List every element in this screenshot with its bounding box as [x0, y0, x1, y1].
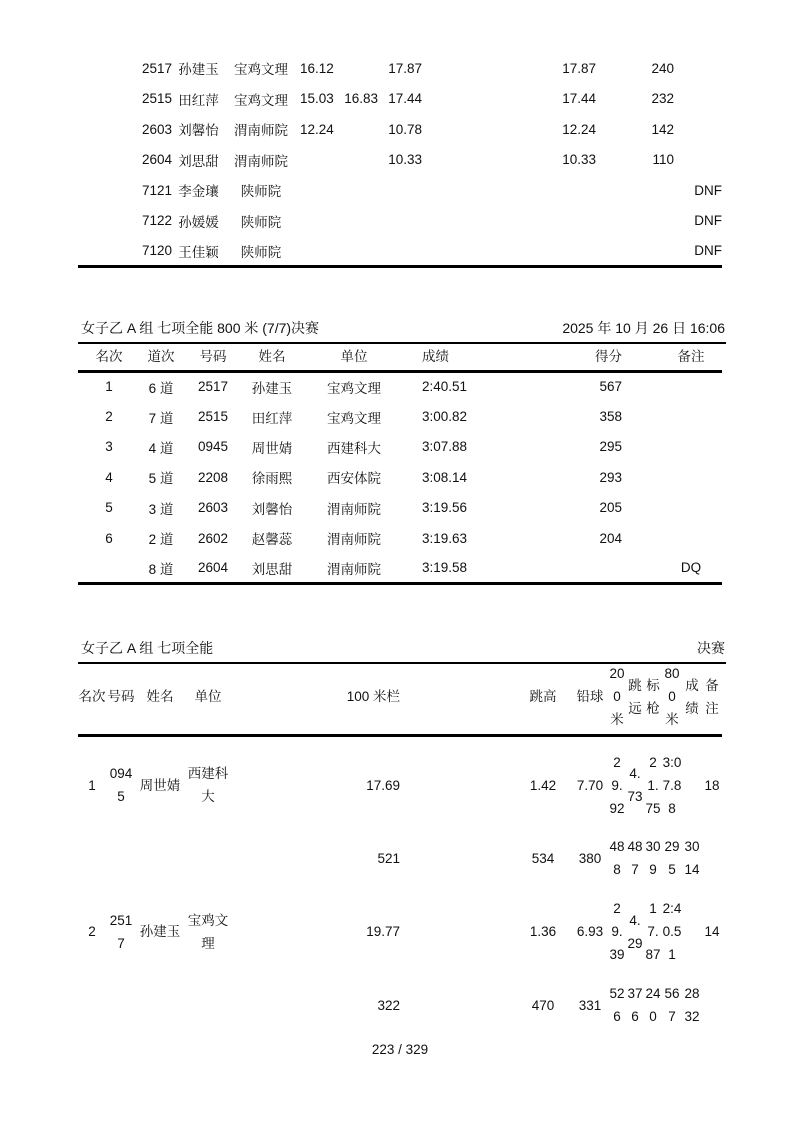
- cell-bib: 2517: [197, 379, 229, 395]
- cell-attempt-2: [342, 236, 380, 267]
- cell-bib: 7121: [141, 182, 172, 198]
- cell-attempt-1: [300, 236, 342, 267]
- cell-attempt-2: [342, 114, 380, 145]
- cell-long-jump-mark: 4.29: [627, 912, 643, 951]
- cell-bib: 2515: [197, 409, 229, 425]
- cell-javelin-points: 240: [645, 986, 661, 1024]
- round-label: 决赛: [697, 640, 725, 656]
- athlete-marks-row: [78, 882, 722, 981]
- cell-bib: 2515: [141, 91, 172, 107]
- cell-attempt-3: 17.44: [388, 91, 422, 107]
- cell-points: 232: [651, 91, 674, 107]
- cell-team: [184, 834, 232, 882]
- header-result: 成绩: [408, 340, 520, 371]
- cell-team: 宝鸡文理: [234, 92, 288, 108]
- cell-name: 周世婧: [139, 777, 181, 793]
- cell-long-jump-points: 376: [627, 986, 643, 1024]
- cell-name: 刘馨怡: [251, 501, 293, 517]
- header-remark: 备注: [702, 660, 722, 735]
- cell-remark: DNF: [694, 182, 722, 198]
- cell-points: [596, 206, 676, 237]
- cell-bib: 0945: [109, 766, 133, 805]
- cell-long-jump-mark: 4.73: [627, 766, 643, 805]
- cell-100m-hurdles-mark: 19.77: [366, 924, 400, 939]
- cell-attempt-1: 16.12: [300, 60, 334, 76]
- cell-800m-mark: 3:07.88: [662, 754, 682, 816]
- header-name: 姓名: [136, 660, 184, 735]
- header-100m-hurdles: 100 米栏: [232, 660, 514, 735]
- cell-rank: 5: [105, 500, 113, 516]
- cell-result: [424, 175, 596, 206]
- cell-attempt-3: [380, 206, 424, 237]
- cell-lane: 3 道: [148, 501, 174, 517]
- cell-bib: 7122: [141, 213, 172, 229]
- cell-bib: 2604: [197, 560, 229, 576]
- cell-remark: [676, 53, 722, 84]
- cell-remark: DNF: [694, 213, 722, 229]
- cell-name: 周世婧: [251, 440, 293, 456]
- cell-rank: 3: [105, 439, 113, 455]
- cell-points: 204: [599, 530, 622, 546]
- cell-team: 西建科大: [187, 766, 229, 805]
- cell-team: 渭南师院: [327, 532, 381, 548]
- cell-100m-hurdles-mark: 17.69: [366, 777, 400, 793]
- cell-javelin-mark: 21.75: [645, 754, 661, 816]
- cell-name: 赵馨蕊: [251, 532, 293, 548]
- cell-attempt-1: [300, 145, 342, 176]
- cell-points: 295: [599, 439, 622, 455]
- cell-name: 刘思甜: [178, 153, 219, 169]
- cell-attempt-3: 10.78: [388, 121, 422, 137]
- cell-name: [136, 981, 184, 1029]
- cell-200m-points: 526: [609, 986, 625, 1024]
- cell-rank: 1: [105, 379, 113, 395]
- header-shot-put: 铅球: [572, 660, 608, 735]
- result-row: [78, 493, 722, 523]
- cell-team: 陕师院: [240, 244, 282, 260]
- cell-name: [136, 834, 184, 882]
- cell-points: 293: [599, 469, 622, 485]
- cell-lane: 7 道: [148, 410, 174, 426]
- cell-bib: 2602: [197, 530, 229, 546]
- cell-remark: [702, 981, 722, 1029]
- header-high-jump: 跳高: [514, 660, 572, 735]
- cell-rank: 2: [105, 409, 113, 425]
- cell-remark: 14: [704, 924, 720, 939]
- race-800m-results-table: [78, 340, 722, 585]
- cell-remark: [702, 834, 722, 882]
- cell-long-jump-points: 487: [627, 839, 643, 877]
- cell-bib: 2517: [109, 912, 133, 951]
- header-team: 单位: [184, 660, 232, 735]
- cell-points: [596, 236, 676, 267]
- cell-result: 10.33: [562, 152, 596, 168]
- cell-bib: 0945: [197, 439, 229, 455]
- header-bib: 号码: [182, 340, 244, 371]
- header-total: 成绩: [682, 660, 702, 735]
- header-200m: 200米: [608, 660, 626, 735]
- header-rank: 名次: [78, 340, 140, 371]
- header-javelin: 标枪: [644, 660, 662, 735]
- cell-high-jump-mark: 1.42: [529, 777, 557, 793]
- header-bib: 号码: [106, 660, 136, 735]
- cell-remark: [676, 145, 722, 176]
- cell-team: 宝鸡文理: [327, 410, 381, 426]
- header-long-jump: 跳远: [626, 660, 644, 735]
- cell-attempt-3: 10.33: [388, 152, 422, 168]
- cell-attempt-1: [300, 206, 342, 237]
- cell-remark: [660, 493, 722, 523]
- cell-total: [682, 735, 702, 834]
- cell-remark: [660, 401, 722, 431]
- cell-result: 12.24: [562, 121, 596, 137]
- cell-name: 孙建玉: [139, 924, 181, 939]
- cell-bib: 2603: [197, 500, 229, 516]
- page-number: 223 / 329: [371, 1042, 429, 1057]
- cell-remark: [660, 371, 722, 401]
- javelin-results-continuation-table: [78, 53, 722, 268]
- athlete-row: [78, 236, 722, 267]
- result-row: [78, 523, 722, 553]
- cell-team: 渭南师院: [327, 501, 381, 517]
- cell-javelin-mark: 17.87: [645, 901, 661, 962]
- header-remark: 备注: [660, 340, 722, 371]
- cell-bib: 2517: [141, 60, 172, 76]
- cell-rank: [78, 981, 106, 1029]
- cell-bib: [106, 981, 136, 1029]
- cell-team: 渭南师院: [234, 123, 288, 139]
- cell-javelin-points: 309: [645, 839, 661, 877]
- cell-rank: [78, 834, 106, 882]
- athlete-row: [78, 145, 722, 176]
- cell-lane: 4 道: [148, 440, 174, 456]
- athlete-points-row: [78, 981, 722, 1029]
- cell-attempt-1: 15.03: [300, 91, 334, 107]
- cell-points: 205: [599, 500, 622, 516]
- heptathlon-results-table: [78, 660, 722, 1029]
- result-row: [78, 462, 722, 492]
- cell-100m-hurdles-points: 322: [377, 997, 400, 1013]
- cell-attempt-2: [342, 206, 380, 237]
- cell-rank: 2: [88, 924, 96, 939]
- cell-attempt-3: 17.87: [388, 60, 422, 76]
- cell-name: 田红萍: [251, 410, 293, 426]
- header-name: 姓名: [244, 340, 300, 371]
- cell-lane: 5 道: [148, 471, 174, 487]
- cell-remark: [660, 462, 722, 492]
- cell-high-jump-mark: 1.36: [529, 924, 557, 939]
- cell-800m-points: 567: [664, 986, 680, 1024]
- cell-remark: DNF: [694, 243, 722, 258]
- cell-name: 王佳颖: [178, 244, 219, 260]
- result-row: [78, 553, 722, 583]
- cell-name: 孙建玉: [251, 380, 293, 396]
- cell-800m-mark: 2:40.51: [662, 901, 682, 962]
- cell-name: 李金瓖: [178, 184, 219, 200]
- cell-attempt-2: [342, 53, 380, 84]
- cell-bib: 2604: [141, 152, 172, 168]
- cell-result: 3:07.88: [422, 439, 468, 455]
- cell-remark: [676, 84, 722, 115]
- cell-points: 110: [652, 152, 674, 168]
- cell-team: 陕师院: [240, 214, 282, 230]
- cell-total: [682, 882, 702, 981]
- cell-points: 240: [651, 60, 674, 76]
- cell-bib: 2208: [197, 469, 229, 485]
- cell-points: [520, 553, 660, 583]
- cell-name: 田红萍: [178, 92, 219, 108]
- cell-shot-put-mark: 7.70: [576, 777, 604, 793]
- athlete-marks-row: [78, 735, 722, 834]
- cell-result: [424, 236, 596, 267]
- header-row: [78, 660, 722, 735]
- cell-attempt-2: [342, 145, 380, 176]
- header-points: 得分: [520, 340, 660, 371]
- race-800m-title: 女子乙 A 组 七项全能 800 米 (7/7)决赛: [81, 320, 320, 336]
- cell-rank: 4: [105, 469, 113, 485]
- cell-attempt-2: 16.83: [344, 91, 378, 107]
- cell-team: 陕师院: [240, 184, 282, 200]
- cell-remark: 18: [704, 777, 720, 793]
- cell-result: 17.87: [562, 60, 596, 76]
- cell-points: 567: [599, 379, 622, 395]
- cell-remark: [660, 523, 722, 553]
- cell-team: 西安体院: [327, 471, 381, 487]
- cell-attempt-3: [380, 175, 424, 206]
- cell-200m-points: 488: [609, 839, 625, 877]
- heptathlon-title: 女子乙 A 组 七项全能: [81, 640, 214, 656]
- cell-team: 渭南师院: [327, 561, 381, 577]
- cell-result: 3:00.82: [422, 409, 468, 425]
- result-row: [78, 401, 722, 431]
- cell-team: 宝鸡文理: [327, 380, 381, 396]
- cell-result: 3:19.63: [422, 530, 468, 546]
- cell-team: 宝鸡文理: [187, 912, 229, 951]
- cell-bib: 7120: [141, 243, 172, 258]
- cell-result: 3:08.14: [422, 469, 468, 485]
- cell-points: [596, 175, 676, 206]
- cell-team: 宝鸡文理: [234, 62, 288, 78]
- cell-rank: [78, 553, 140, 583]
- cell-points: 358: [599, 409, 622, 425]
- cell-attempt-3: [380, 236, 424, 267]
- cell-remark: DQ: [680, 560, 702, 576]
- cell-200m-mark: 29.92: [609, 754, 625, 816]
- cell-name: 孙媛媛: [178, 214, 219, 230]
- cell-result: 17.44: [562, 91, 596, 107]
- cell-result: 2:40.51: [422, 379, 468, 395]
- cell-remark: [660, 432, 722, 462]
- result-row: [78, 432, 722, 462]
- cell-name: 刘馨怡: [178, 123, 219, 139]
- cell-team: [184, 981, 232, 1029]
- athlete-row: [78, 84, 722, 115]
- cell-rank: 6: [105, 530, 113, 546]
- header-lane: 道次: [140, 340, 182, 371]
- header-rank: 名次: [78, 660, 106, 735]
- cell-remark: [676, 114, 722, 145]
- race-800m-datetime: 2025 年 10 月 26 日 16:06: [562, 320, 725, 336]
- cell-result: 3:19.56: [422, 500, 468, 516]
- athlete-row: [78, 206, 722, 237]
- cell-name: 孙建玉: [178, 62, 219, 78]
- cell-bib: [106, 834, 136, 882]
- cell-high-jump-points: 470: [531, 997, 555, 1013]
- cell-100m-hurdles-points: 521: [377, 850, 400, 866]
- cell-attempt-2: [342, 175, 380, 206]
- header-row: [78, 340, 722, 371]
- cell-result: 3:19.58: [422, 560, 468, 576]
- athlete-points-row: [78, 834, 722, 882]
- cell-points: 142: [651, 121, 674, 137]
- cell-shot-put-mark: 6.93: [576, 924, 604, 939]
- header-team: 单位: [300, 340, 408, 371]
- athlete-row: [78, 175, 722, 206]
- cell-total-points: 2832: [684, 986, 700, 1024]
- cell-200m-mark: 29.39: [609, 901, 625, 962]
- header-800m: 800米: [662, 660, 682, 735]
- cell-attempt-1: [300, 175, 342, 206]
- cell-team: 西建科大: [327, 440, 381, 456]
- cell-high-jump-points: 534: [531, 850, 555, 866]
- cell-team: 渭南师院: [234, 153, 288, 169]
- cell-total-points: 3014: [684, 839, 700, 877]
- cell-bib: 2603: [141, 121, 172, 137]
- cell-lane: 8 道: [148, 561, 174, 577]
- cell-shot-put-points: 331: [578, 997, 602, 1013]
- athlete-row: [78, 53, 722, 84]
- cell-800m-points: 295: [664, 839, 680, 877]
- cell-name: 刘思甜: [251, 561, 293, 577]
- cell-shot-put-points: 380: [578, 850, 602, 866]
- cell-attempt-1: 12.24: [300, 121, 334, 137]
- result-row: [78, 371, 722, 401]
- cell-name: 徐雨熙: [251, 471, 293, 487]
- cell-lane: 2 道: [148, 532, 174, 548]
- athlete-row: [78, 114, 722, 145]
- cell-result: [424, 206, 596, 237]
- cell-rank: 1: [88, 777, 96, 793]
- cell-lane: 6 道: [148, 380, 174, 396]
